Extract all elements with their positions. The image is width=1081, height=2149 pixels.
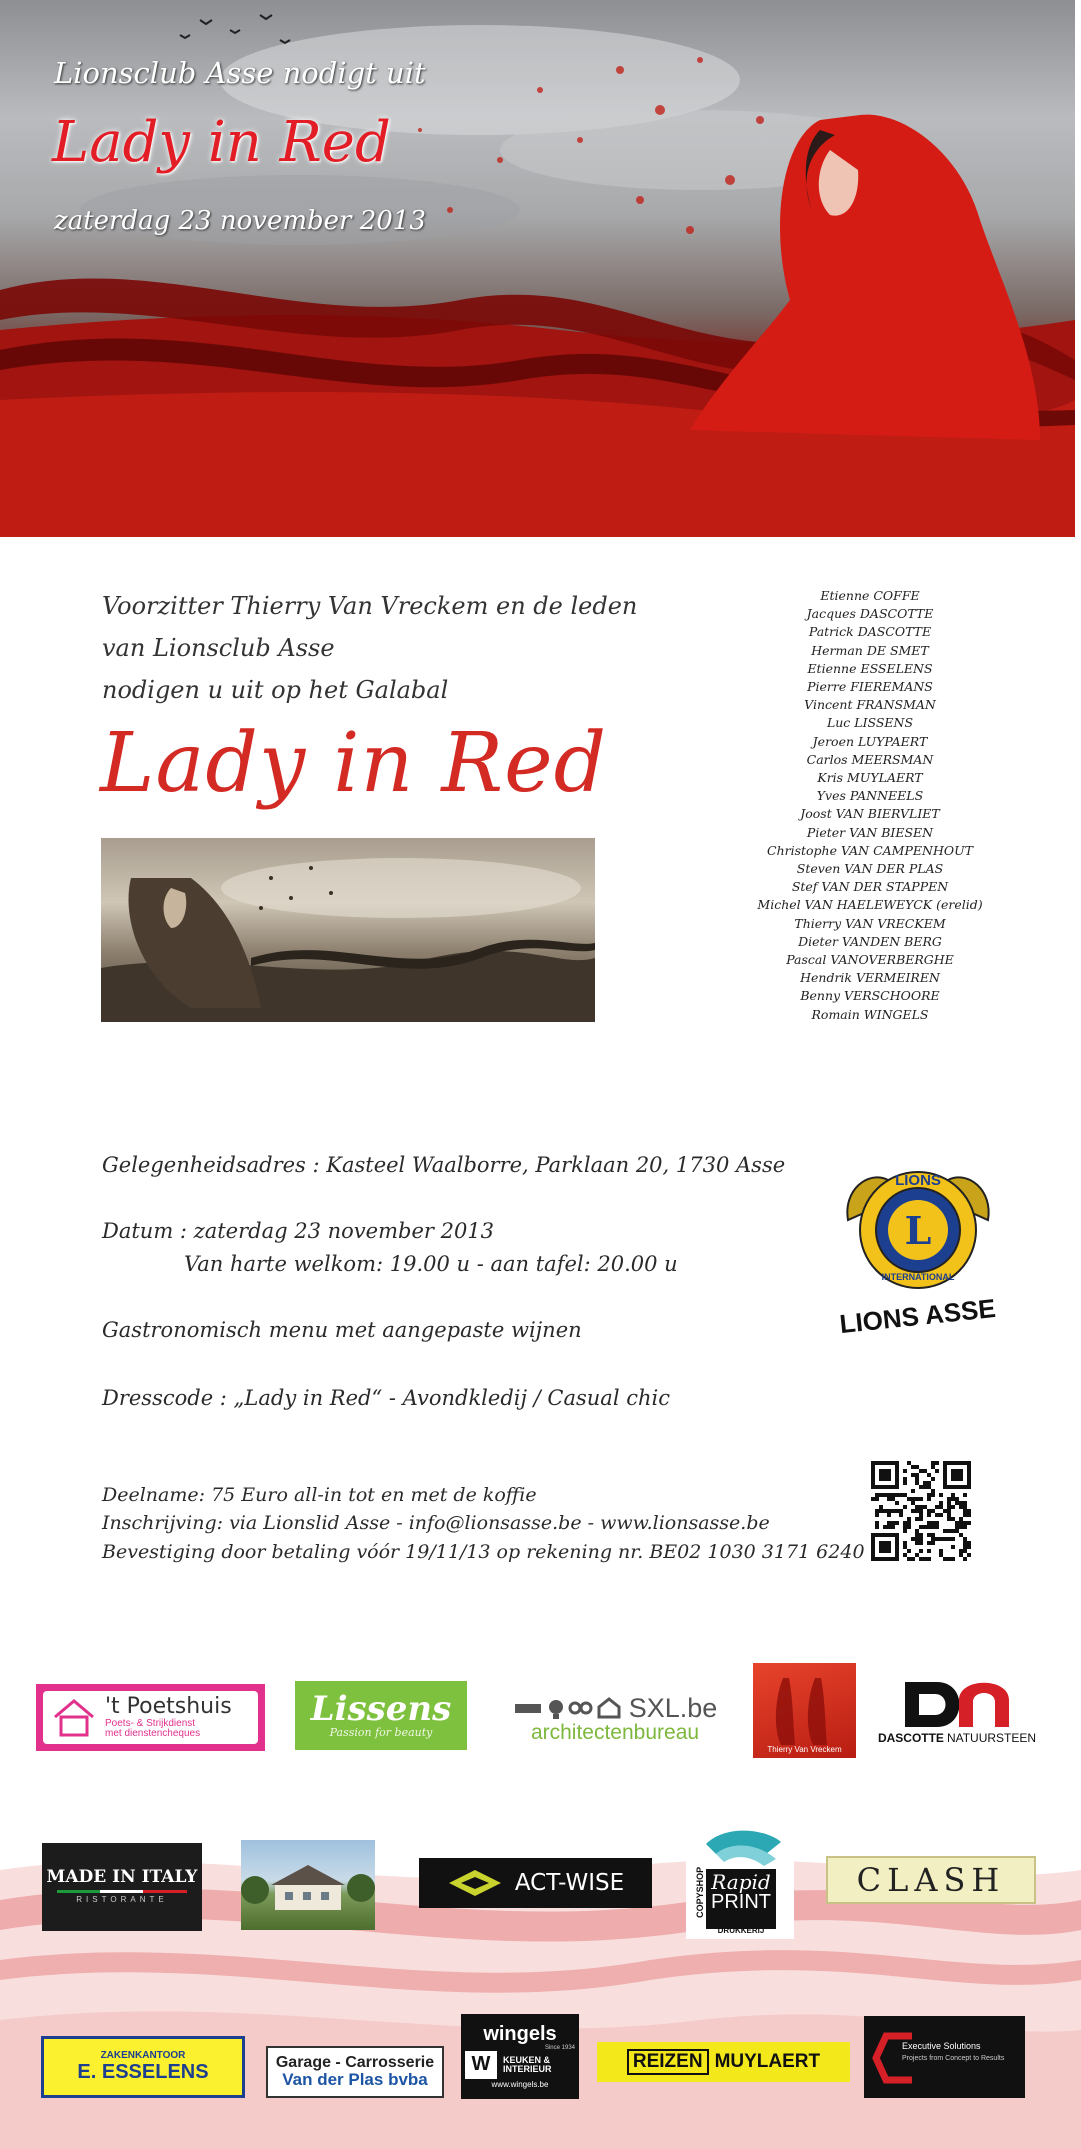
member-name: Dieter VANDEN BERG: [798, 933, 942, 949]
member-name: Pascal VANOVERBERGHE: [786, 952, 954, 967]
sxl-icons: [513, 1695, 623, 1721]
sponsor-rapidprint-sub: DRUKKERIJ: [717, 1926, 765, 1935]
member-name: Etienne ESSELENS: [807, 660, 933, 676]
intro-line-2: van Lionsclub Asse: [102, 634, 335, 662]
sponsor-clash[interactable]: [826, 1856, 1036, 1904]
sponsor-madeinitaly-name: MADE IN ITALY: [46, 1867, 198, 1888]
sponsor-wingels-name: wingels: [483, 2022, 557, 2045]
sponsor-sxl-name: SXL.be: [628, 1692, 718, 1723]
sponsor-wingels-sub1: KEUKEN &: [503, 2054, 551, 2065]
sponsor-wingels-since: Since 1934: [544, 2044, 575, 2051]
dascotte-mark: [897, 1672, 1017, 1732]
lions-logo-ring-text: LIONS: [895, 1172, 941, 1189]
wingels-w-icon: W: [465, 2051, 497, 2079]
event-date: Datum : zaterdag 23 november 2013: [102, 1219, 495, 1243]
member-name: Herman DE SMET: [811, 642, 929, 658]
event-menu: Gastronomisch menu met aangepaste wijnen: [102, 1318, 582, 1342]
hero-date: zaterdag 23 november 2013: [54, 206, 426, 236]
sponsor-rapidprint[interactable]: [686, 1824, 794, 1939]
sponsor-dascotte-sub: NATUURSTEEN: [946, 1730, 1037, 1745]
house-icon: [51, 1695, 97, 1741]
house-photo-art: [241, 1840, 375, 1930]
member-name: Pierre FIEREMANS: [807, 679, 933, 694]
event-dresscode: Dresscode : „Lady in Red“ - Avondkledij / Casual chic: [102, 1386, 670, 1410]
member-name: Jacques DASCOTTE: [806, 606, 934, 622]
sponsor-clash-name: CLASH: [856, 1861, 1006, 1899]
event-registration[interactable]: Inschrijving: via Lionslid Asse - info@lionsasse.be - www.lionsasse.be: [102, 1512, 770, 1534]
sponsor-vreckem-name: Thierry Van Vreckem: [767, 1744, 842, 1754]
sponsor-wingels[interactable]: [461, 2014, 579, 2099]
member-name: Hendrik VERMEIREN: [800, 970, 940, 986]
sponsor-poetshuis-sub1: Poets- & Strijkdienst: [105, 1717, 196, 1729]
lions-logo-caption: LIONS ASSE: [838, 1292, 997, 1340]
event-title: Lady in Red: [100, 716, 608, 811]
member-name: Michel VAN HAELEWEYCK (erelid): [757, 897, 983, 913]
intro-line-1: Voorzitter Thierry Van Vreckem en de leden: [102, 592, 638, 620]
sponsor-actwise-name: ACT-WISE: [514, 1869, 625, 1896]
sponsor-executive-line1: Executive Solutions: [902, 2041, 981, 2051]
sponsor-rapidprint-name2: PRINT: [711, 1891, 771, 1913]
sepia-photo: [101, 838, 595, 1022]
sponsor-lissens-name: Lissens: [310, 1689, 452, 1729]
sponsor-muylaert-name2: MUYLAERT: [714, 2051, 821, 2073]
sponsor-poetshuis-name: 't Poetshuis: [105, 1694, 232, 1720]
sponsor-dascotte-name: DASCOTTE: [877, 1730, 944, 1745]
sponsor-muylaert-name1: REIZEN: [627, 2049, 709, 2075]
sponsor-esselens[interactable]: [41, 2036, 245, 2098]
sponsor-sxl[interactable]: [500, 1688, 730, 1750]
sponsor-esselens-top: ZAKENKANTOOR: [100, 2050, 186, 2062]
member-name: Jeroen LUYPAERT: [812, 733, 928, 749]
sponsor-esselens-name: E. ESSELENS: [77, 2060, 209, 2083]
sponsor-dascotte[interactable]: [877, 1663, 1037, 1753]
sponsor-actwise[interactable]: [419, 1858, 652, 1908]
member-name: Joost VAN BIERVLIET: [800, 806, 940, 822]
sponsor-vanderplas[interactable]: [266, 2046, 444, 2098]
sponsor-rapidprint-side: COPYSHOP: [695, 1866, 706, 1918]
member-name: Benny VERSCHOORE: [800, 988, 940, 1004]
sponsor-muylaert[interactable]: [597, 2042, 850, 2082]
member-name: Thierry VAN VRECKEM: [794, 915, 946, 931]
sponsor-house-photo[interactable]: [241, 1840, 375, 1930]
member-name: Patrick DASCOTTE: [808, 624, 932, 640]
sponsor-vanderplas-line1: Garage - Carrosserie: [275, 2053, 435, 2071]
intro-line-3: nodigen u uit op het Galabal: [102, 676, 449, 704]
sponsor-lissens[interactable]: [295, 1681, 467, 1750]
lions-logo-letter: L: [904, 1208, 932, 1253]
vreckem-art: [753, 1663, 856, 1758]
sponsor-vanderplas-line2: Van der Plas bvba: [282, 2070, 428, 2090]
member-name: Pieter VAN BIESEN: [806, 824, 934, 840]
sponsor-rapidprint-name1: Rapid: [711, 1870, 771, 1894]
member-name: Luc LISSENS: [826, 715, 914, 731]
member-name: Christophe VAN CAMPENHOUT: [767, 842, 973, 858]
sponsor-wingels-sub2: INTERIEUR: [503, 2063, 552, 2074]
member-name: Etienne COFFE: [820, 588, 920, 603]
sponsor-madeinitaly[interactable]: [42, 1843, 202, 1931]
event-payment-confirmation: Bevestiging door betaling vóór 19/11/13 op rekening nr. BE02 1030 3171 6240: [102, 1541, 865, 1563]
sponsor-sxl-sub: architectenbureau: [530, 1721, 700, 1745]
member-name: Steven VAN DER PLAS: [796, 861, 944, 876]
actwise-icon: [447, 1868, 503, 1898]
event-address: Gelegenheidsadres : Kasteel Waalborre, Parklaan 20, 1730 Asse: [102, 1153, 786, 1177]
member-name: Vincent FRANSMAN: [804, 697, 936, 713]
hero-intro-line: Lionsclub Asse nodigt uit: [54, 56, 426, 90]
event-fee: Deelname: 75 Euro all-in tot en met de koffie: [102, 1484, 537, 1506]
hero-title: Lady in Red: [52, 110, 391, 175]
member-name: Kris MUYLAERT: [817, 770, 923, 785]
member-name: Yves PANNEELS: [816, 788, 924, 804]
event-times: Van harte welkom: 19.00 u - aan tafel: 20.00 u: [184, 1252, 678, 1276]
sponsor-poetshuis[interactable]: [36, 1684, 265, 1751]
sponsor-executive-line2: Projects from Concept to Results: [902, 2055, 1005, 2063]
lions-logo-ring-bottom: INTERNATIONAL: [881, 1272, 955, 1282]
sponsor-wingels-url: www.wingels.be: [491, 2079, 549, 2089]
sponsor-executive[interactable]: [864, 2016, 1025, 2098]
member-name: Romain WINGELS: [811, 1006, 929, 1022]
sponsor-vreckem[interactable]: [753, 1663, 856, 1758]
hero-banner: [0, 0, 1075, 537]
qr-code[interactable]: [871, 1461, 971, 1561]
member-name: Stef VAN DER STAPPEN: [791, 879, 949, 895]
sponsor-lissens-tagline: Passion for beauty: [329, 1726, 433, 1739]
sponsor-poetshuis-sub2: met dienstencheques: [105, 1728, 201, 1740]
sponsor-madeinitaly-sub: RISTORANTE: [76, 1895, 168, 1905]
member-name: Carlos MEERSMAN: [806, 751, 934, 767]
lions-asse-logo: [838, 1160, 998, 1340]
